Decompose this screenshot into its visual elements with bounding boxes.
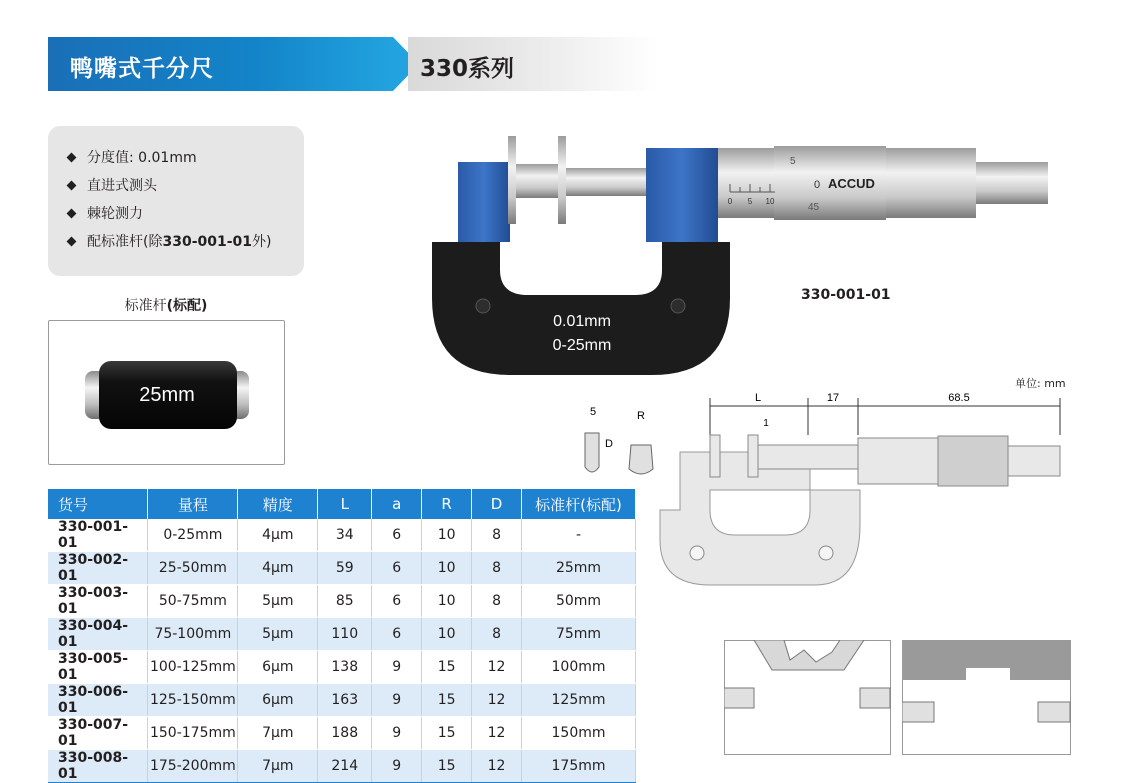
table-cell: 25mm — [522, 552, 636, 585]
spindle-right — [566, 168, 646, 196]
table-cell: 175-200mm — [148, 750, 238, 783]
anvil-blade-left — [508, 136, 516, 224]
bullet-diamond-icon — [67, 153, 77, 163]
features-list — [68, 148, 304, 260]
table-row — [48, 684, 636, 717]
bullet-diamond-icon — [67, 237, 77, 247]
table-cell: 4μm — [238, 552, 318, 585]
table-row — [48, 618, 636, 651]
table-cell-code: 330-008-01 — [48, 750, 148, 783]
table-row — [48, 750, 636, 783]
table-row — [48, 717, 636, 750]
col-header-a: a — [372, 489, 422, 519]
drawing-hole-left-icon — [690, 546, 704, 560]
feature-bold-code: 330-001-01 — [162, 234, 253, 250]
drawing-anvil-left — [710, 435, 720, 477]
table-row — [48, 585, 636, 618]
table-cell: 138 — [318, 651, 372, 684]
col-header-code: 货号 — [48, 489, 148, 519]
table-cell: 9 — [372, 684, 422, 717]
table-cell-code: 330-004-01 — [48, 618, 148, 651]
usage-gear-sketch — [724, 640, 894, 756]
rod-caption-prefix: 标准杆 — [124, 298, 167, 314]
table-cell: 12 — [472, 750, 522, 783]
table-cell: 6 — [372, 552, 422, 585]
rod-image-box — [48, 320, 285, 465]
table-cell: 10 — [422, 618, 472, 651]
table-cell: 188 — [318, 717, 372, 750]
table-cell: 175mm — [522, 750, 636, 783]
rod-caption-bold: (标配) — [166, 298, 208, 314]
feature-text: 棘轮测力 — [87, 206, 143, 222]
usage-spindle-right — [860, 688, 890, 708]
standard-rod-illustration — [49, 321, 286, 466]
table-cell: 7μm — [238, 717, 318, 750]
table-cell: 9 — [372, 651, 422, 684]
table-cell: 10 — [422, 519, 472, 552]
table-cell: 7μm — [238, 750, 318, 783]
table-cell: 8 — [472, 585, 522, 618]
table-cell: 9 — [372, 750, 422, 783]
table-cell-code: 330-005-01 — [48, 651, 148, 684]
feature-text: 分度值: 0.01mm — [87, 150, 197, 166]
sleeve-scale-5: 5 — [747, 197, 753, 206]
table-cell: 214 — [318, 750, 372, 783]
bullet-diamond-icon — [67, 209, 77, 219]
table-cell: 4μm — [238, 519, 318, 552]
dim-D: D — [605, 438, 613, 450]
table-cell: 59 — [318, 552, 372, 585]
table-cell: 15 — [422, 684, 472, 717]
thimble-scale-5: 5 — [790, 156, 796, 167]
table-cell: 85 — [318, 585, 372, 618]
feature-tail: 外) — [252, 234, 272, 250]
col-header-accuracy: 精度 — [238, 489, 318, 519]
table-cell: 0-25mm — [148, 519, 238, 552]
table-cell: 10 — [422, 552, 472, 585]
table-cell: 34 — [318, 519, 372, 552]
table-cell: 5μm — [238, 585, 318, 618]
table-cell: 9 — [372, 717, 422, 750]
thimble-knurl — [886, 148, 976, 218]
brand-logo: ACCUD — [828, 176, 875, 191]
spec-table — [48, 489, 636, 783]
frame-right-arm — [646, 148, 718, 252]
table-cell: 75-100mm — [148, 618, 238, 651]
table-cell: 75mm — [522, 618, 636, 651]
feature-item — [68, 232, 304, 260]
blade-detail-drawing — [565, 405, 670, 487]
spindle-left — [516, 164, 558, 198]
table-cell: 6μm — [238, 684, 318, 717]
table-cell: 15 — [422, 651, 472, 684]
feature-item — [68, 176, 304, 204]
table-cell: - — [522, 519, 636, 552]
micrometer-photo — [430, 130, 1060, 380]
usage-groove-sketch — [902, 640, 1074, 756]
dimension-lines — [710, 398, 1060, 435]
drawing-frame-gap — [710, 490, 810, 535]
table-cell-code: 330-002-01 — [48, 552, 148, 585]
usage-spindle-right-2 — [1038, 702, 1070, 722]
page-title: 鸭嘴式千分尺 — [70, 56, 214, 82]
dim-R: R — [637, 410, 645, 422]
sleeve-scale-10: 10 — [765, 197, 775, 206]
blade-front-view — [629, 445, 653, 474]
table-body — [48, 519, 636, 783]
usage-spindle-left — [724, 688, 754, 708]
table-cell: 6 — [372, 618, 422, 651]
drawing-ratchet — [1008, 446, 1060, 476]
table-row — [48, 552, 636, 585]
feature-text: 直进式测头 — [87, 178, 157, 194]
features-box — [48, 126, 304, 276]
table-cell: 8 — [472, 519, 522, 552]
table-cell: 8 — [472, 618, 522, 651]
table-cell: 163 — [318, 684, 372, 717]
table-cell-code: 330-006-01 — [48, 684, 148, 717]
table-cell: 50mm — [522, 585, 636, 618]
anvil-blade-right — [558, 136, 566, 224]
table-cell: 12 — [472, 684, 522, 717]
blade-side-view — [585, 433, 599, 472]
col-header-D: D — [472, 489, 522, 519]
drawing-sleeve — [858, 438, 938, 484]
drawing-hole-right-icon — [819, 546, 833, 560]
table-cell: 110 — [318, 618, 372, 651]
drawing-spindle — [758, 445, 858, 469]
table-cell: 150mm — [522, 717, 636, 750]
table-cell-code: 330-007-01 — [48, 717, 148, 750]
frame-resolution-label: 0.01mm — [553, 313, 611, 330]
usage-spindle-left-2 — [902, 702, 934, 722]
frame-screw-left-icon — [476, 299, 490, 313]
table-cell: 6 — [372, 519, 422, 552]
frame-range-label: 0-25mm — [552, 337, 612, 354]
table-cell: 15 — [422, 750, 472, 783]
dim-17: 17 — [826, 392, 840, 404]
frame-inner-gap — [500, 242, 662, 295]
dim-1: 1 — [763, 418, 769, 429]
table-cell: 25-50mm — [148, 552, 238, 585]
thimble-scale-45: 45 — [808, 202, 820, 213]
table-cell: 15 — [422, 717, 472, 750]
table-cell: 6 — [372, 585, 422, 618]
rod-size-label: 25mm — [139, 384, 195, 406]
col-header-L: L — [318, 489, 372, 519]
table-header-row — [48, 489, 636, 519]
photo-model-label: 330-001-01 — [801, 287, 891, 303]
drawing-anvil-right — [748, 435, 758, 477]
table-cell: 50-75mm — [148, 585, 238, 618]
dim-L: L — [754, 392, 762, 404]
table-cell: 12 — [472, 717, 522, 750]
dim-68-5: 68.5 — [948, 392, 970, 404]
table-cell: 8 — [472, 552, 522, 585]
table-cell: 125-150mm — [148, 684, 238, 717]
table-cell-code: 330-001-01 — [48, 519, 148, 552]
table-cell: 150-175mm — [148, 717, 238, 750]
feature-text: 配标准杆(除 — [87, 234, 163, 250]
table-cell: 5μm — [238, 618, 318, 651]
table-cell: 125mm — [522, 684, 636, 717]
unit-label: 单位: mm — [1015, 377, 1066, 390]
drawing-thimble — [938, 436, 1008, 486]
feature-item — [68, 148, 304, 176]
frame-left-arm — [458, 162, 510, 252]
table-cell-code: 330-003-01 — [48, 585, 148, 618]
table-cell: 6μm — [238, 651, 318, 684]
table-cell: 100-125mm — [148, 651, 238, 684]
frame-screw-right-icon — [671, 299, 685, 313]
sleeve-scale-0: 0 — [727, 197, 733, 206]
thimble-scale-0: 0 — [814, 179, 821, 191]
col-header-range: 量程 — [148, 489, 238, 519]
bullet-diamond-icon — [67, 181, 77, 191]
col-header-R: R — [422, 489, 472, 519]
table-row — [48, 651, 636, 684]
col-header-rod: 标准杆(标配) — [522, 489, 636, 519]
header-banner — [48, 37, 658, 91]
table-cell: 10 — [422, 585, 472, 618]
table-cell: 100mm — [522, 651, 636, 684]
series-title: 330系列 — [420, 56, 515, 82]
table-cell: 12 — [472, 651, 522, 684]
ratchet — [976, 162, 1048, 204]
rod-caption — [48, 295, 284, 315]
dim-5: 5 — [589, 406, 597, 418]
feature-item — [68, 204, 304, 232]
table-row — [48, 519, 636, 552]
